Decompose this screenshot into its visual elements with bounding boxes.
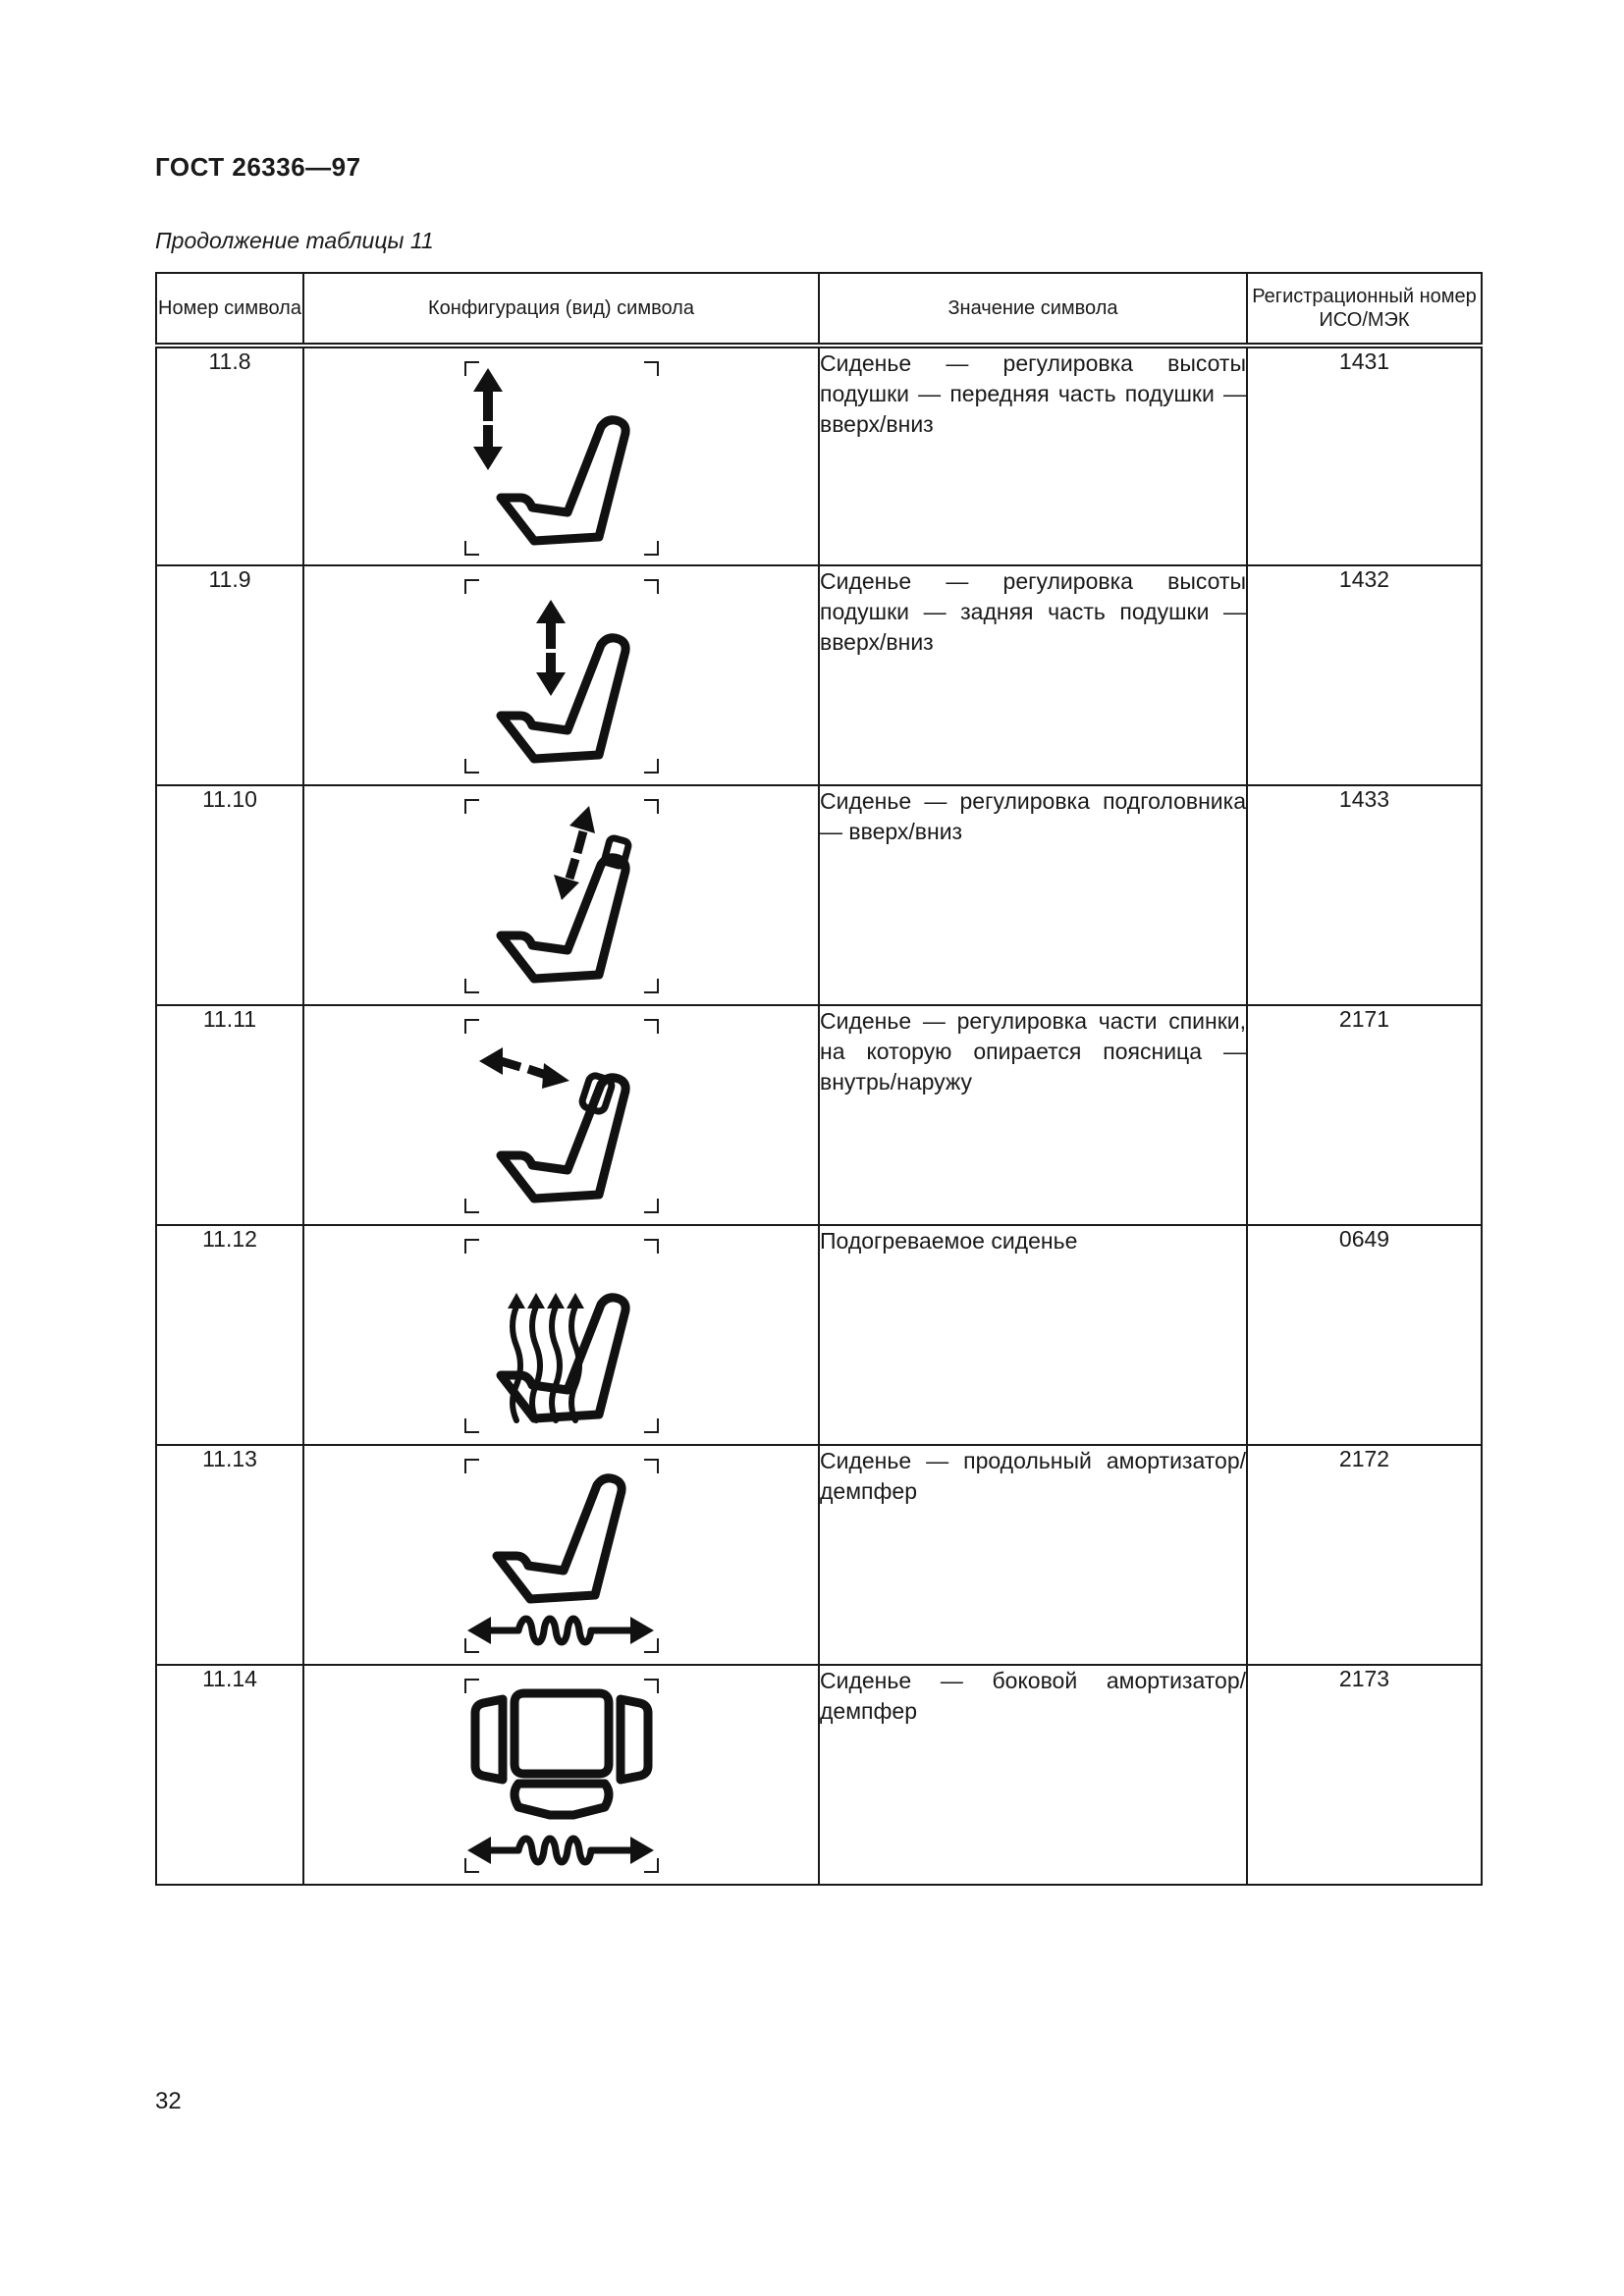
symbols-table — [155, 272, 1483, 1886]
symbol-meaning: Сиденье — регулировка части спинки, на которую опирается поясница — внутрь/наружу — [819, 1005, 1247, 1225]
table-caption: Продолжение таблицы 11 — [155, 228, 434, 253]
registration-number: 2171 — [1247, 1005, 1482, 1225]
symbol-meaning: Сиденье — регулировка подголовника — вверх/вниз — [819, 785, 1247, 1005]
symbol-figure — [303, 565, 819, 785]
heated-seat-icon — [463, 1238, 660, 1434]
registration-number: 2172 — [1247, 1445, 1482, 1665]
col-header-number: Номер символа — [156, 273, 303, 346]
symbol-figure — [303, 1665, 819, 1885]
table-row — [156, 346, 1482, 565]
registration-number: 2173 — [1247, 1665, 1482, 1885]
symbol-number: 11.13 — [156, 1445, 303, 1665]
table-row — [156, 1005, 1482, 1225]
symbol-meaning: Сиденье — регулировка высоты подушки — задняя часть подушки — вверх/вниз — [819, 565, 1247, 785]
symbol-figure — [303, 1225, 819, 1445]
symbol-figure — [303, 1005, 819, 1225]
table-row — [156, 1445, 1482, 1665]
table-row — [156, 1225, 1482, 1445]
symbol-number: 11.11 — [156, 1005, 303, 1225]
document-title: ГОСТ 26336—97 — [155, 152, 361, 182]
col-header-meaning: Значение символа — [819, 273, 1247, 346]
table-row — [156, 565, 1482, 785]
symbol-figure — [303, 785, 819, 1005]
symbol-meaning: Сиденье — боковой амортизатор/демпфер — [819, 1665, 1247, 1885]
table-row — [156, 785, 1482, 1005]
symbol-number: 11.9 — [156, 565, 303, 785]
symbol-figure — [303, 1445, 819, 1665]
registration-number: 0649 — [1247, 1225, 1482, 1445]
seat-lumbar-support-icon — [463, 1018, 660, 1214]
seat-lateral-damper-icon — [463, 1678, 660, 1874]
seat-cushion-front-height-icon — [463, 360, 660, 557]
symbol-meaning: Сиденье — продольный амортизатор/демпфер — [819, 1445, 1247, 1665]
symbol-figure — [303, 346, 819, 565]
col-header-registration: Регистрационный номер ИСО/МЭК — [1247, 273, 1482, 346]
symbol-number: 11.12 — [156, 1225, 303, 1445]
symbol-meaning: Подогреваемое сиденье — [819, 1225, 1247, 1445]
symbol-number: 11.10 — [156, 785, 303, 1005]
symbol-meaning: Сиденье — регулировка высоты подушки — передняя часть подушки — вверх/вниз — [819, 346, 1247, 565]
symbol-number: 11.14 — [156, 1665, 303, 1885]
page-number: 32 — [155, 2088, 182, 2114]
table-header-row — [156, 273, 1482, 346]
seat-headrest-height-icon — [463, 798, 660, 994]
registration-number: 1433 — [1247, 785, 1482, 1005]
col-header-symbol: Конфигурация (вид) символа — [303, 273, 819, 346]
symbol-number: 11.8 — [156, 346, 303, 565]
seat-longitudinal-damper-icon — [463, 1458, 660, 1654]
table-row — [156, 1665, 1482, 1885]
seat-cushion-rear-height-icon — [463, 578, 660, 774]
registration-number: 1431 — [1247, 346, 1482, 565]
registration-number: 1432 — [1247, 565, 1482, 785]
